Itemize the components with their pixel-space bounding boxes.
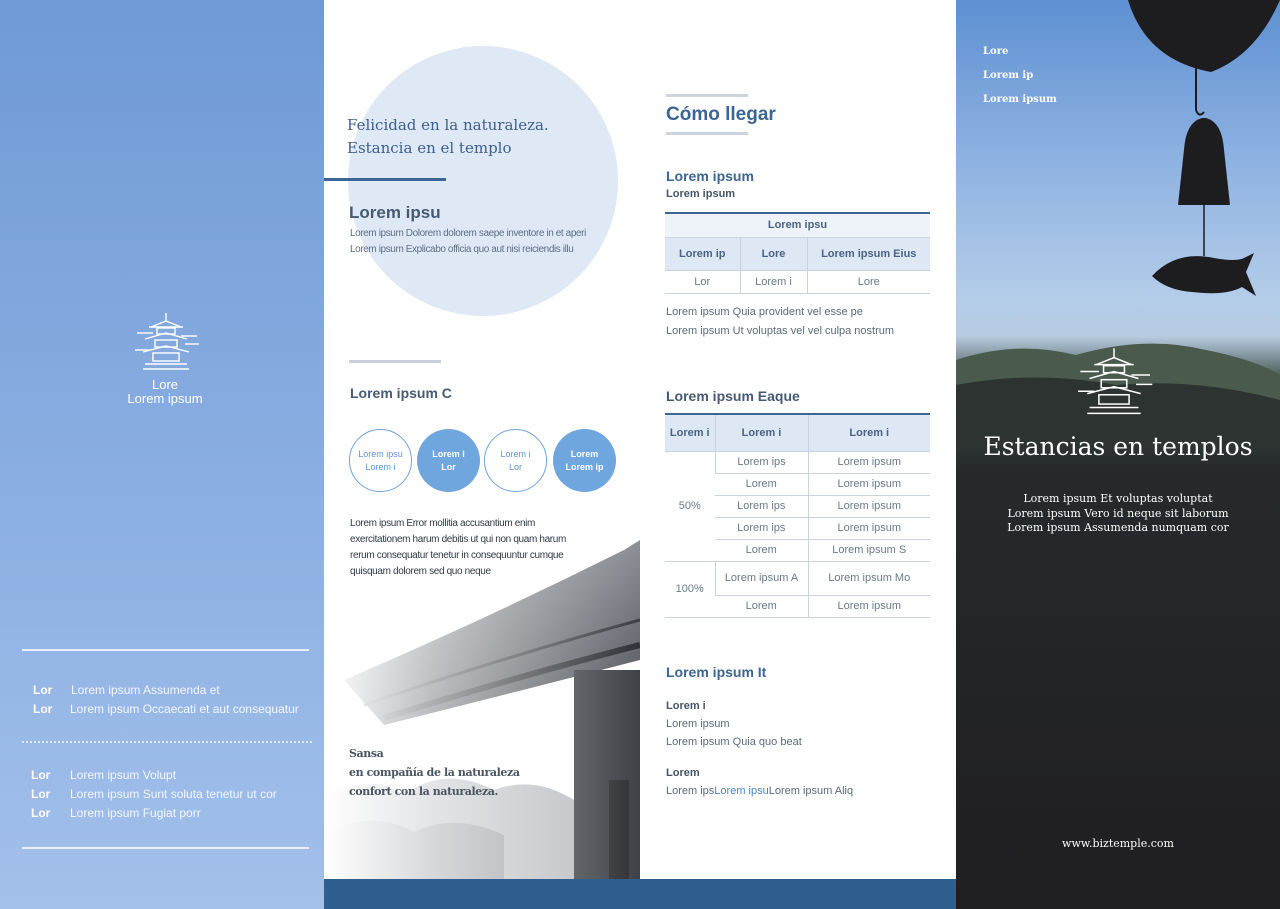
decorative-circle xyxy=(348,46,618,316)
table-row: Lorem Lorem ipsum S xyxy=(665,539,930,561)
table-row: Lorem ips Lorem ipsum xyxy=(665,495,930,517)
section-title: Lorem ipsum It xyxy=(666,664,767,680)
table-header: Lorem ip xyxy=(665,237,740,270)
table-row: Lorem Lorem ipsum xyxy=(665,595,930,617)
list-item: Lor Lorem ipsum Occaecati et aut consequatur xyxy=(33,702,299,716)
nav-link-3[interactable]: Lorem ipsum xyxy=(983,94,1057,105)
inner-left-panel xyxy=(324,0,640,909)
table-header: Lorem i xyxy=(715,414,808,451)
table-2 xyxy=(665,413,930,618)
cover-title: Estancias en templos xyxy=(983,432,1253,461)
section-text: Lorem ipsum Explicabo officia quo aut nisi reiciendis illu xyxy=(350,244,574,255)
divider xyxy=(22,847,309,849)
body-paragraph: Lorem ipsum Error mollitia accusantium enim exercitationem harum debitis ut qui non quam harum rerum consequatur tenetur in consequuntur cumque quisquam dolorem sed quo neque xyxy=(350,518,566,577)
section-subtitle: Lorem i xyxy=(666,700,706,712)
table-row: Lorem Lorem ipsum xyxy=(665,473,930,495)
pagoda-logo-icon xyxy=(131,311,201,373)
info-text: Lorem ipsLorem ipsuLorem ipsum Aliq xyxy=(666,785,854,797)
table-header: Lorem i xyxy=(665,414,715,451)
section-title: Lorem ipsum xyxy=(666,168,754,184)
section-text: Lorem ipsum Dolorem dolorem saepe inventore in et aperi xyxy=(350,228,586,239)
table-1 xyxy=(665,212,930,294)
table-caption: Lorem ipsu xyxy=(665,213,930,237)
back-panel xyxy=(0,0,324,909)
info-text: Lorem ipsum xyxy=(666,718,730,730)
list-item: Lor Lorem ipsum Fugiat porr xyxy=(31,806,201,820)
cover-desc: Lorem ipsum Vero id neque sit laborum xyxy=(1007,507,1229,520)
tagline: Felicidad en la naturaleza. Estancia en el templo xyxy=(347,116,549,157)
table-header: Lore xyxy=(740,237,807,270)
website-url[interactable]: www.biztemple.com xyxy=(1062,837,1174,850)
pagoda-logo-icon xyxy=(1073,346,1155,418)
feature-bubble: Lorem i Lor xyxy=(484,429,547,492)
accent-bar xyxy=(324,178,446,181)
list-item: Lor Lorem ipsum Assumenda et xyxy=(33,683,220,697)
note-text: Lorem ipsum Quia provident vel esse pe xyxy=(666,306,863,318)
nav-link-1[interactable]: Lore xyxy=(983,46,1009,57)
dotted-divider xyxy=(22,741,312,743)
divider xyxy=(666,132,748,135)
table-row: 100% Lorem ipsum A Lorem ipsum Mo xyxy=(665,561,930,595)
divider xyxy=(666,94,748,97)
cover-panel xyxy=(956,0,1280,909)
table-row: Lor Lorem i Lore xyxy=(665,270,930,293)
table-header: Lorem ipsum Eius xyxy=(807,237,930,270)
page-title: Cómo llegar xyxy=(666,104,776,125)
list-item: Lor Lorem ipsum Sunt soluta tenetur ut cor xyxy=(31,787,277,801)
temple-roof-photo xyxy=(324,540,640,880)
section-subtitle: Lorem xyxy=(666,767,700,779)
table-row: Lorem ips Lorem ipsum xyxy=(665,517,930,539)
inline-link[interactable]: Lorem ipsu xyxy=(714,785,769,797)
feature-bubble: Lorem ipsu Lorem i xyxy=(349,429,412,492)
inner-right-panel xyxy=(640,0,956,909)
feature-bubble: Lorem Lorem ip xyxy=(553,429,616,492)
cover-desc: Lorem ipsum Assumenda numquam cor xyxy=(1007,521,1229,534)
table-header: Lorem i xyxy=(808,414,930,451)
divider xyxy=(349,360,441,363)
photo-caption: Sansa en compañía de la naturaleza confort con la naturaleza. xyxy=(349,747,520,798)
feature-bubble: Lorem I Lor xyxy=(417,429,480,492)
info-text: Lorem ipsum Quia quo beat xyxy=(666,736,802,748)
list-item: Lor Lorem ipsum Volupt xyxy=(31,768,177,782)
cover-desc: Lorem ipsum Et voluptas voluptat xyxy=(1023,492,1213,505)
logo-caption-2: Lorem ipsum xyxy=(127,391,203,406)
divider xyxy=(22,649,309,651)
footer-bar xyxy=(324,879,956,909)
section-title: Lorem ipsum Eaque xyxy=(666,388,800,404)
section-subtitle: Lorem ipsum xyxy=(666,188,736,200)
table-row: 50% Lorem ips Lorem ipsum xyxy=(665,451,930,473)
nav-link-2[interactable]: Lorem ip xyxy=(983,70,1034,81)
note-text: Lorem ipsum Ut voluptas vel vel culpa nostrum xyxy=(666,325,895,337)
section-title: Lorem ipsum C xyxy=(350,385,452,401)
section-title: Lorem ipsu xyxy=(349,203,441,222)
logo-caption-1: Lore xyxy=(151,377,179,392)
